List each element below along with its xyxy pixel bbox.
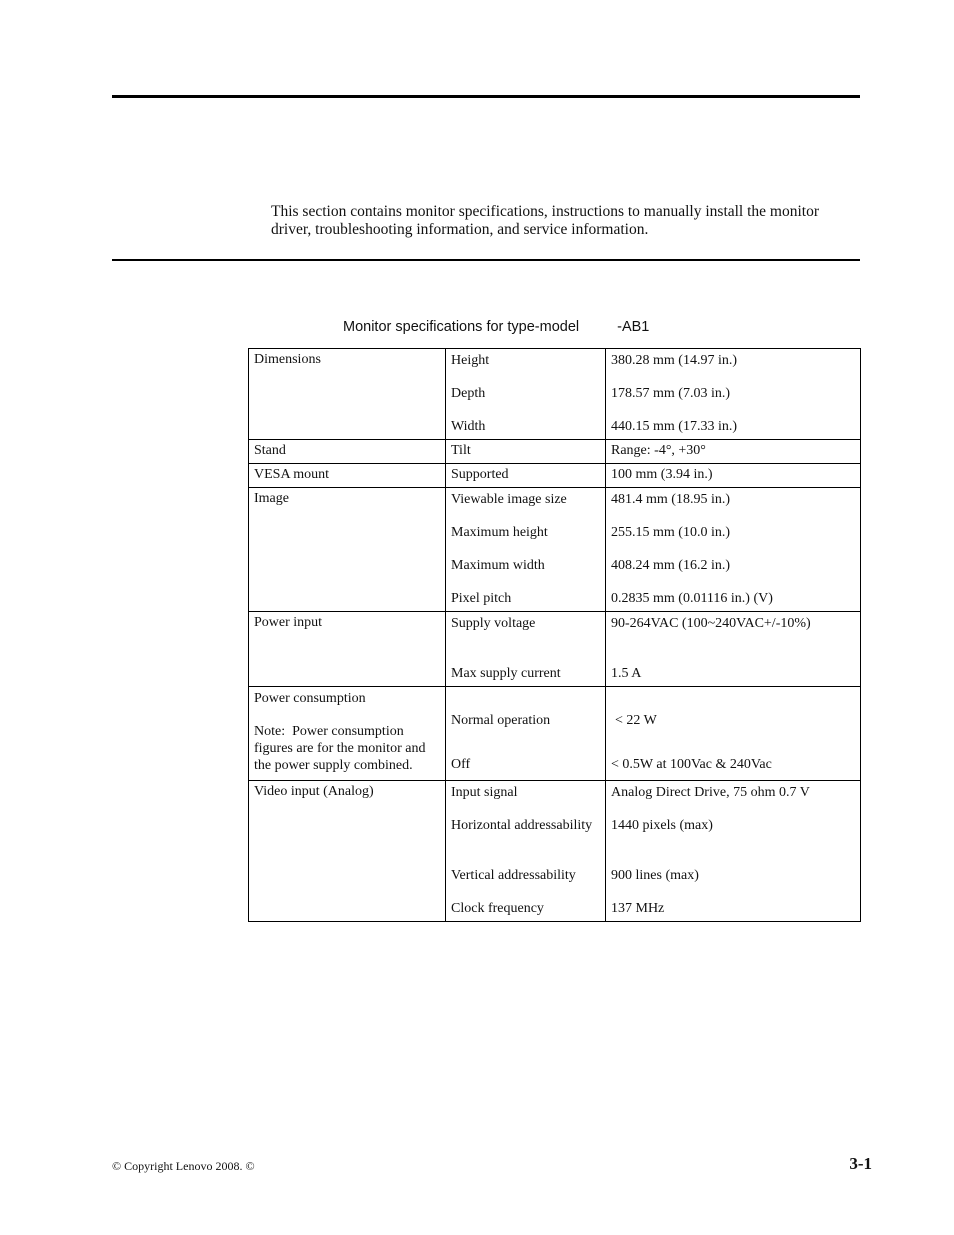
table-row-stand [249,440,861,464]
spec-label: Supply voltage [451,616,536,631]
category-cell: Power input [254,615,323,630]
note-text: Power consumption figures are for the monitor and the power supply combined. [254,724,426,773]
spec-value: 137 MHz [611,901,665,916]
table-row-dimensions [249,349,861,440]
copyright-notice: © Copyright Lenovo 2008. © [112,1159,255,1173]
spec-table [248,348,861,922]
spec-value: 0.2835 mm (0.01116 in.) (V) [611,591,773,606]
spec-label: Maximum width [451,558,545,573]
spec-value: 178.57 mm (7.03 in.) [611,386,730,401]
spec-label: Vertical addressability [451,868,576,883]
spec-label: Clock frequency [451,901,544,916]
caption-prefix: Monitor specifications for type-model [343,319,580,335]
spec-value: Range: -4°, +30° [611,443,706,458]
note-label: Note: [254,724,286,739]
spec-value: 481.4 mm (18.95 in.) [611,492,730,507]
spec-value: < 22 W [615,713,657,728]
spec-label: Supported [451,467,509,482]
category-cell: Image [254,491,289,506]
spec-label: Height [451,353,490,368]
spec-label: Horizontal addressability [451,818,593,833]
spec-value: 90-264VAC (100~240VAC+/-10%) [611,616,811,631]
spec-value: 408.24 mm (16.2 in.) [611,558,730,573]
category-cell: VESA mount [254,467,330,482]
spec-value: < 0.5W at 100Vac & 240Vac [611,757,772,772]
intro-paragraph: This section contains monitor specifications, instructions to manually install the monitor driver, troubleshooting information, and service information. [271,203,820,238]
spec-label: Depth [451,386,486,401]
table-row-vesa [249,464,861,488]
note [254,723,440,774]
spec-label: Normal operation [451,713,551,728]
category-cell: Stand [254,443,286,458]
spec-label: Input signal [451,785,518,800]
table-row-video-input [249,781,861,922]
spec-label: Pixel pitch [451,591,512,606]
table-row-power-consumption [249,687,861,781]
page-number: 3-1 [849,1154,872,1173]
spec-value: 440.15 mm (17.33 in.) [611,419,737,434]
table-row-power-input [249,612,861,687]
spec-label: Width [451,419,486,434]
spec-value: 255.15 mm (10.0 in.) [611,525,730,540]
spec-label: Maximum height [451,525,548,540]
spec-value: 1.5 A [611,666,642,681]
spec-value: 1440 pixels (max) [611,818,713,833]
spec-label: Tilt [451,443,471,458]
spec-value: 380.28 mm (14.97 in.) [611,353,737,368]
spec-label: Off [451,757,471,772]
section-rule [112,259,860,261]
spec-value: 100 mm (3.94 in.) [611,467,713,482]
spec-value: 900 lines (max) [611,868,699,883]
category-cell: Video input (Analog) [254,784,374,799]
category-cell: Power consumption [254,691,366,706]
table-row-image [249,488,861,612]
spec-label: Max supply current [451,666,561,681]
table-caption [343,319,649,335]
spec-label: Viewable image size [451,492,567,507]
spec-value: Analog Direct Drive, 75 ohm 0.7 V [611,785,810,800]
top-rule [112,95,860,98]
category-cell: Dimensions [254,352,321,367]
caption-suffix: -AB1 [617,319,650,335]
